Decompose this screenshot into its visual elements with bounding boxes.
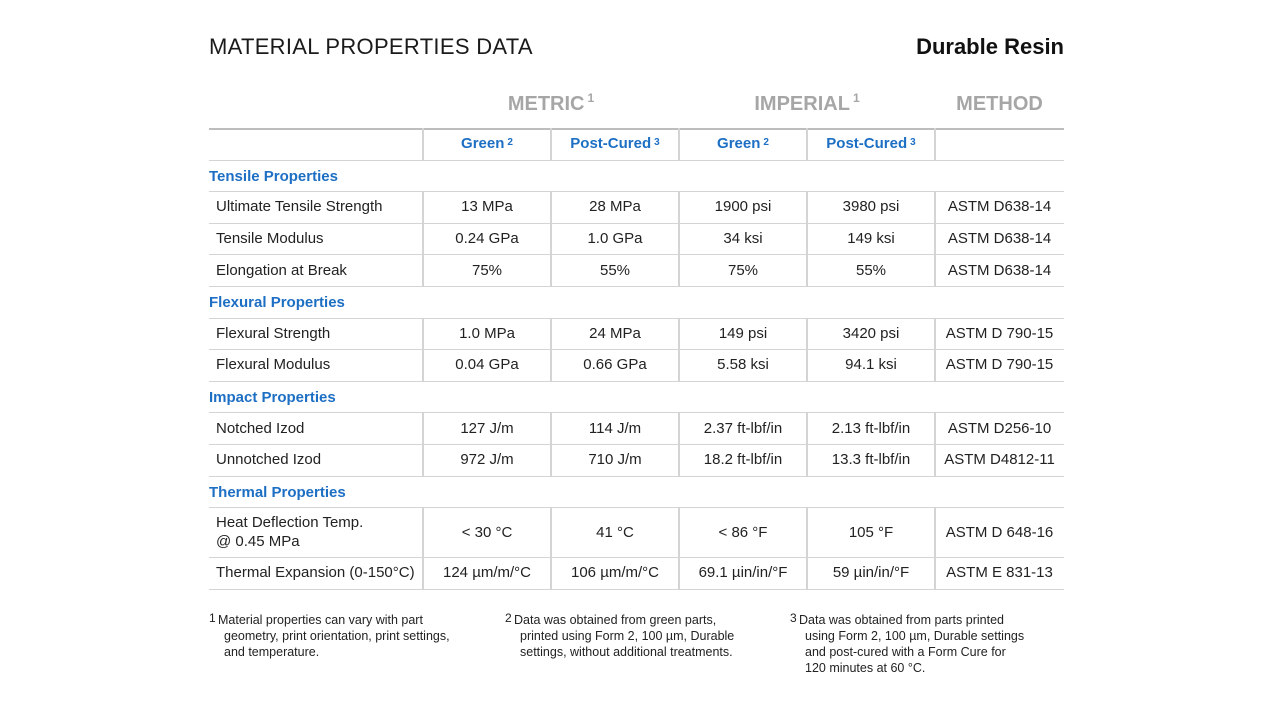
column-divider — [806, 507, 808, 557]
property-name-line: Heat Deflection Temp. — [216, 514, 364, 532]
value-cell: 2.37 ft-lbf/in — [703, 419, 783, 437]
imperial-footnote-ref: 1 — [852, 91, 860, 105]
row-divider — [209, 160, 1064, 161]
column-footnote-ref: 3 — [654, 137, 660, 149]
metric-label: METRIC — [507, 93, 585, 115]
column-header-imperial-post-cured — [807, 128, 935, 160]
property-name: Thermal Expansion (0-150°C) — [216, 564, 415, 582]
column-divider — [934, 557, 936, 589]
metric-group-header — [423, 93, 679, 116]
column-divider — [678, 412, 680, 444]
column-divider — [422, 349, 424, 381]
column-label: Green — [717, 135, 761, 153]
column-divider — [550, 223, 552, 255]
footnote-number: 1 — [209, 611, 216, 625]
property-name: Ultimate Tensile Strength — [216, 198, 383, 216]
column-divider — [422, 412, 424, 444]
column-divider — [550, 128, 552, 160]
page-title: MATERIAL PROPERTIES DATA — [209, 34, 533, 59]
row-divider — [209, 286, 1064, 287]
column-divider — [934, 444, 936, 476]
column-divider — [934, 412, 936, 444]
footnote-3 — [790, 612, 1024, 676]
column-divider — [550, 444, 552, 476]
section-title: Impact Properties — [209, 388, 336, 406]
method-label: METHOD — [956, 93, 1043, 115]
column-divider — [422, 444, 424, 476]
value-cell: 55% — [599, 261, 631, 279]
footnote-line: geometry, print orientation, print settings, — [224, 629, 450, 643]
footnote-line: and post-cured with a Form Cure for — [805, 645, 1006, 659]
value-cell: 149 ksi — [847, 230, 895, 248]
column-divider — [678, 349, 680, 381]
row-divider — [209, 476, 1064, 477]
footnote-line: Data was obtained from parts printed — [799, 613, 1004, 627]
method-cell: ASTM D 790-15 — [945, 324, 1054, 342]
value-cell: 41 °C — [596, 523, 634, 541]
section-title: Flexural Properties — [209, 294, 345, 311]
value-cell: 972 J/m — [460, 451, 514, 469]
column-divider — [934, 318, 936, 350]
value-cell: 1.0 MPa — [459, 324, 515, 342]
value-cell: 34 ksi — [723, 230, 763, 248]
method-cell: ASTM E 831-13 — [946, 564, 1053, 582]
method-cell: ASTM D 648-16 — [945, 523, 1054, 541]
value-cell: < 86 °F — [718, 523, 768, 541]
value-cell: 75% — [471, 261, 503, 279]
column-divider — [422, 223, 424, 255]
column-divider — [678, 254, 680, 286]
column-divider — [550, 254, 552, 286]
footnote-2 — [505, 612, 734, 660]
column-divider — [934, 223, 936, 255]
value-cell: 28 MPa — [589, 198, 641, 216]
footnote-line: using Form 2, 100 µm, Durable settings — [805, 629, 1025, 643]
column-divider — [934, 349, 936, 381]
footnote-line: 120 minutes at 60 °C. — [805, 661, 926, 675]
footnote-line: printed using Form 2, 100 µm, Durable — [520, 629, 735, 643]
column-divider — [678, 191, 680, 223]
row-divider — [209, 589, 1064, 590]
imperial-label: IMPERIAL — [754, 93, 850, 115]
column-divider — [678, 223, 680, 255]
column-label: Green — [461, 135, 505, 153]
column-divider — [550, 507, 552, 557]
footnote-line: Material properties can vary with part — [218, 613, 423, 627]
value-cell: 75% — [727, 261, 759, 279]
column-footnote-ref: 3 — [910, 137, 916, 149]
value-cell: 13 MPa — [461, 198, 513, 216]
column-label: Post-Cured — [826, 135, 908, 153]
column-divider — [934, 191, 936, 223]
property-name: Tensile Modulus — [216, 230, 324, 248]
property-name: Unnotched Izod — [216, 451, 322, 469]
value-cell: 18.2 ft-lbf/in — [703, 451, 783, 469]
column-divider — [806, 318, 808, 350]
column-footnote-ref: 2 — [507, 137, 513, 149]
value-cell: 5.58 ksi — [717, 356, 769, 374]
property-name: Flexural Strength — [216, 324, 331, 342]
footnote-line: settings, without additional treatments. — [520, 645, 733, 659]
value-cell: 13.3 ft-lbf/in — [831, 451, 911, 469]
footnote-number: 3 — [790, 611, 797, 625]
value-cell: 114 J/m — [588, 419, 642, 437]
method-cell: ASTM D638-14 — [947, 230, 1052, 248]
column-divider — [550, 412, 552, 444]
value-cell: < 30 °C — [461, 523, 513, 541]
column-divider — [422, 254, 424, 286]
column-divider — [678, 557, 680, 589]
value-cell: 2.13 ft-lbf/in — [831, 419, 911, 437]
property-name: Notched Izod — [216, 419, 305, 437]
column-divider — [806, 191, 808, 223]
column-footnote-ref: 2 — [763, 137, 769, 149]
footnote-line: Data was obtained from green parts, — [514, 613, 717, 627]
column-divider — [550, 557, 552, 589]
column-label: Post-Cured — [570, 135, 652, 153]
metric-footnote-ref: 1 — [587, 91, 595, 105]
value-cell: 1900 psi — [714, 198, 772, 216]
column-divider — [422, 318, 424, 350]
section-title: Tensile Properties — [209, 167, 338, 185]
column-header-imperial-green — [679, 128, 807, 160]
footnote-number: 2 — [505, 611, 512, 625]
column-divider — [678, 444, 680, 476]
value-cell: 69.1 µin/in/°F — [698, 564, 788, 582]
value-cell: 0.24 GPa — [455, 230, 519, 248]
value-cell: 105 °F — [848, 523, 894, 541]
column-divider — [806, 349, 808, 381]
column-divider — [806, 254, 808, 286]
property-name: Flexural Modulus — [216, 356, 331, 374]
value-cell: 3980 psi — [842, 198, 900, 216]
column-divider — [422, 557, 424, 589]
value-cell: 127 J/m — [460, 419, 514, 437]
column-divider — [550, 318, 552, 350]
column-divider — [550, 191, 552, 223]
value-cell: 0.66 GPa — [583, 356, 647, 374]
column-divider — [934, 254, 936, 286]
footnote-line: and temperature. — [224, 645, 320, 659]
imperial-group-header — [679, 93, 935, 116]
column-divider — [678, 507, 680, 557]
method-cell: ASTM D638-14 — [947, 198, 1052, 216]
value-cell: 149 psi — [718, 324, 768, 342]
value-cell: 106 µm/m/°C — [571, 564, 659, 582]
property-name: Elongation at Break — [216, 261, 347, 279]
value-cell: 710 J/m — [588, 451, 642, 469]
value-cell: 24 MPa — [589, 324, 641, 342]
column-divider — [550, 349, 552, 381]
column-divider — [422, 191, 424, 223]
method-cell: ASTM D4812-11 — [944, 451, 1055, 469]
method-group-header — [935, 93, 1064, 116]
property-name-line: @ 0.45 MPa — [216, 533, 300, 551]
value-cell: 59 µin/in/°F — [832, 564, 910, 582]
method-cell: ASTM D 790-15 — [945, 356, 1054, 374]
value-cell: 124 µm/m/°C — [443, 564, 531, 582]
value-cell: 1.0 GPa — [587, 230, 643, 248]
column-divider — [934, 128, 936, 160]
method-cell: ASTM D638-14 — [947, 261, 1052, 279]
product-name: Durable Resin — [916, 34, 1064, 59]
column-divider — [422, 128, 424, 160]
column-divider — [422, 507, 424, 557]
column-divider — [678, 318, 680, 350]
value-cell: 0.04 GPa — [455, 356, 519, 374]
value-cell: 94.1 ksi — [845, 356, 897, 374]
method-cell: ASTM D256-10 — [947, 419, 1052, 437]
column-divider — [806, 444, 808, 476]
column-divider — [678, 128, 680, 160]
column-divider — [934, 507, 936, 557]
column-divider — [806, 128, 808, 160]
column-header-metric-green — [423, 128, 551, 160]
property-name — [216, 507, 363, 557]
value-cell: 55% — [855, 261, 887, 279]
column-header-metric-post-cured — [551, 128, 679, 160]
row-divider — [209, 381, 1064, 382]
column-divider — [806, 412, 808, 444]
value-cell: 3420 psi — [842, 324, 900, 342]
section-title: Thermal Properties — [209, 483, 346, 501]
column-divider — [806, 557, 808, 589]
column-divider — [806, 223, 808, 255]
footnote-1 — [209, 612, 450, 660]
